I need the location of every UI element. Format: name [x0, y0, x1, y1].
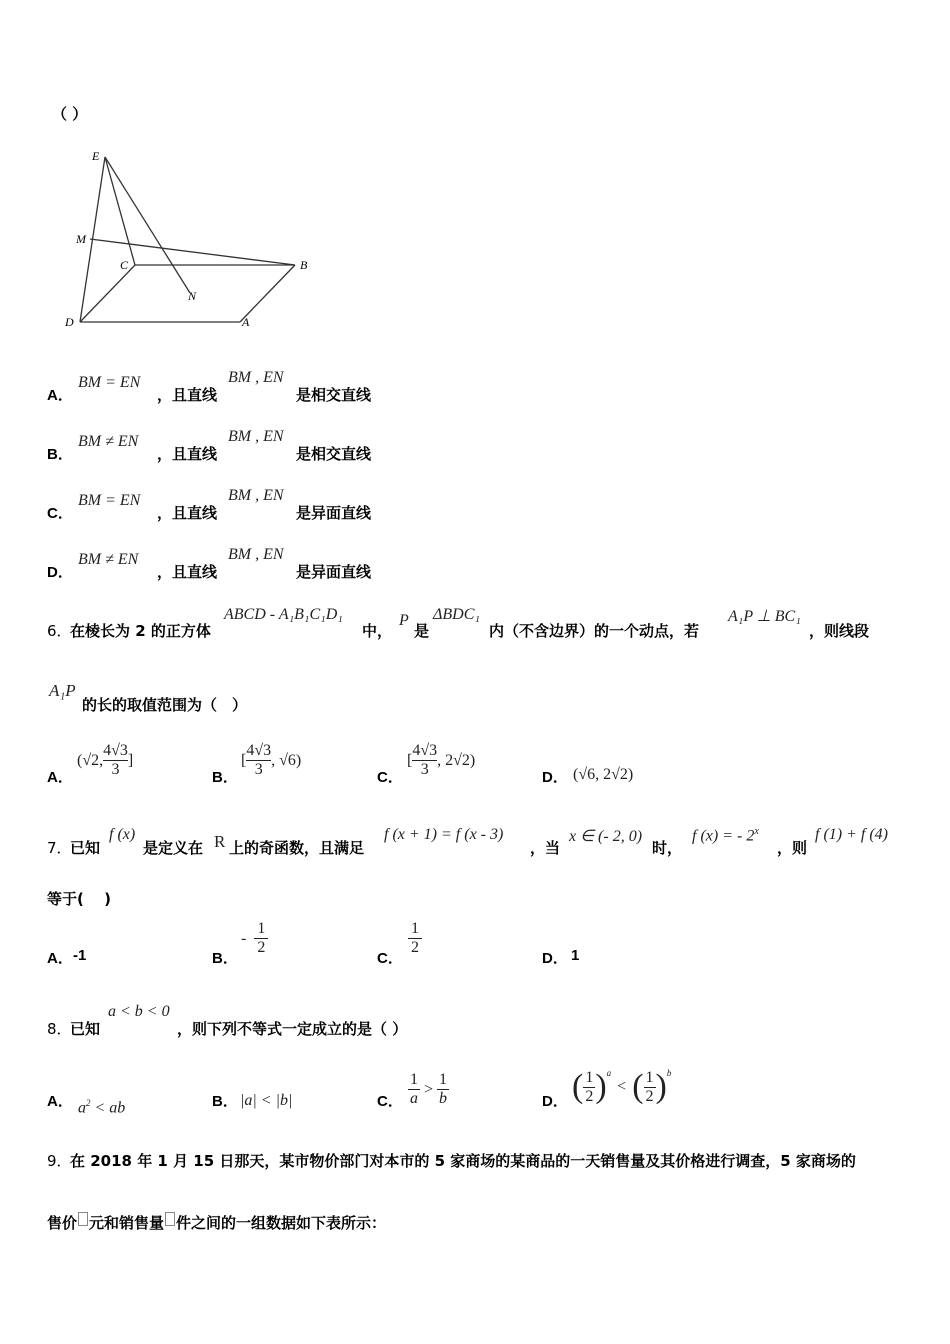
placeholder-box-x — [78, 1212, 88, 1226]
q6-text-1: 在棱长为 2 的正方体 — [70, 622, 211, 640]
q6-cube: ABCD - A₁B₁C₁D₁ — [224, 606, 343, 623]
q8-text-1: 已知 — [70, 1020, 101, 1038]
q6-text-2: 中， — [362, 622, 393, 640]
label-D: D — [65, 315, 74, 329]
edge-EN — [105, 157, 190, 293]
q6-text-3: 是 — [414, 622, 430, 640]
q7-text-2: 是定义在 — [143, 839, 204, 857]
q7-text-3: 上的奇函数，且满足 — [229, 839, 365, 857]
q7-equation: f (x + 1) = f (x - 3) — [384, 826, 504, 843]
q7-text-6: ，则 — [777, 839, 808, 857]
q6-number: 6． — [47, 622, 72, 640]
q7-text-5: 时， — [652, 839, 683, 857]
q7-R: R — [214, 832, 226, 851]
label-A: A — [242, 315, 250, 329]
label-M: M — [76, 232, 86, 246]
q8-text-2: ，则下列不等式一定成立的是（ ） — [177, 1020, 408, 1038]
edge-EC — [105, 157, 135, 265]
q7-text-4: ，当 — [530, 839, 561, 857]
edge-AB — [240, 265, 295, 322]
label-B: B — [300, 258, 308, 272]
q8-number: 8． — [47, 1020, 72, 1038]
q9-number: 9． — [47, 1152, 72, 1170]
edge-DC — [80, 265, 135, 322]
q7-definition: f (x) = - 2$^x$ — [692, 826, 759, 845]
q6-segment: A₁P — [49, 681, 76, 700]
q6-point-p: P — [399, 612, 409, 629]
label-C: C — [120, 258, 129, 272]
q5-figure — [60, 145, 320, 335]
q6-triangle: ΔBDC₁ — [433, 606, 480, 623]
q5-stem-tail: （ ） — [52, 105, 88, 123]
q7-fx: f (x) — [109, 826, 136, 843]
q6-text-6: 的长的取值范围为（ ） — [82, 696, 248, 714]
q8-condition: a < b < 0 — [108, 1003, 170, 1020]
q7-number: 7． — [47, 839, 72, 857]
q7-domain: x ∈ (- 2, 0) — [569, 828, 643, 845]
label-E: E — [92, 149, 100, 163]
q7-text-7: 等于( ) — [47, 890, 111, 908]
q6-text-5: ，则线段 — [809, 622, 870, 640]
label-N: N — [188, 289, 197, 303]
q9-text-2: 售价 元和销售量 件之间的一组数据如下表所示： — [47, 1214, 387, 1232]
q7-sum: f (1) + f (4) — [815, 826, 888, 843]
q9-text-1: 在 2018 年 1 月 15 日那天，某市物价部门对本市的 5 家商场的某商品的一天销售量及其价格进行调查，5 家商场的 — [70, 1152, 856, 1170]
q7-text-1: 已知 — [70, 839, 101, 857]
q6-text-4: 内（不含边界）的一个动点，若 — [489, 622, 700, 640]
placeholder-box-y — [165, 1212, 175, 1226]
q6-condition: A₁P ⊥ BC₁ — [728, 608, 801, 625]
